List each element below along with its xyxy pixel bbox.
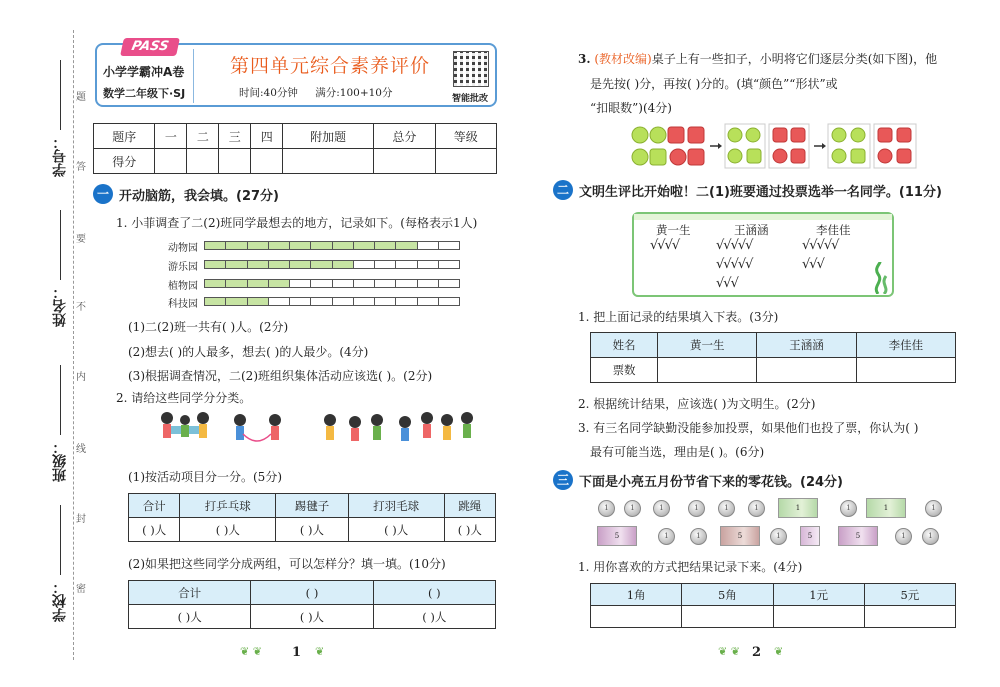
money-header: 5角 (682, 584, 773, 606)
bar-cell (438, 241, 460, 250)
bar-cell (204, 279, 226, 288)
q3-line1-text: 桌子上有一些扣子，小明将它们逐层分类(如下图)，他 (651, 52, 938, 66)
button-group-all (632, 127, 704, 165)
bar-label: 游乐园 (168, 262, 198, 273)
vote-marks: √√√√√ (716, 257, 753, 272)
bar-cell (268, 297, 290, 306)
vote-count-cell[interactable] (856, 358, 955, 383)
q3-tag: (教材改编) (594, 52, 652, 66)
shuttlecock-group-icon (324, 414, 383, 441)
money-answer-cell[interactable] (591, 606, 682, 628)
bar-label: 动物园 (168, 243, 198, 254)
s1-q1: 1. 小菲调查了二(2)班同学最想去的地方，记录如下。(每格表示1人) (116, 216, 478, 230)
score-header: 四 (251, 124, 283, 149)
bar-cell (204, 297, 226, 306)
group-answer-cell[interactable]: ( )人 (373, 605, 495, 629)
activity-answer-cell[interactable]: ( )人 (129, 518, 180, 542)
coin-icon: 1 (925, 500, 942, 517)
q3-line2: 是先按( )分，再按( )分的。(填“颜色”“形状”或 (590, 77, 838, 91)
group-header-blank[interactable]: ( ) (373, 581, 495, 605)
vote-row-label: 票数 (591, 358, 658, 383)
s1-q1-1: (1)二(2)班一共有( )人。(2分) (128, 320, 289, 334)
brand-line1: 小学学霸冲A卷 (103, 65, 185, 79)
bar-cell (353, 279, 375, 288)
banknote-icon: 1 (778, 498, 818, 518)
section3-number: 三 (553, 470, 573, 490)
bar-cell (395, 297, 417, 306)
button-group-level2 (725, 124, 809, 168)
binding-margin-line (73, 30, 74, 660)
activity-answer-cell[interactable]: ( )人 (276, 518, 348, 542)
score-cell[interactable] (219, 149, 251, 174)
bar-cell (332, 279, 354, 288)
bar-cell (310, 260, 332, 269)
coin-icon: 1 (690, 528, 707, 545)
bar-cell (268, 241, 290, 250)
bar-cell (204, 241, 226, 250)
banknote-icon: 1 (866, 498, 906, 518)
bar-cell (289, 260, 311, 269)
bar-cell (247, 241, 269, 250)
name-field[interactable] (60, 210, 61, 280)
vote-count-table (590, 332, 956, 383)
vote-marks: √√√ (716, 276, 738, 291)
money-header: 1角 (591, 584, 682, 606)
bar-cell (417, 297, 439, 306)
bar-cell (417, 241, 439, 250)
seaweed-icon (870, 262, 892, 294)
candidate-name: 李佳佳 (816, 223, 851, 237)
activity-answer-cell[interactable]: ( )人 (348, 518, 444, 542)
money-answer-cell[interactable] (864, 606, 955, 628)
cut-char: 要 (76, 234, 86, 245)
score-header: 附加题 (283, 124, 374, 149)
candidate-name: 黄一生 (656, 223, 691, 237)
bar-cell (289, 279, 311, 288)
bar-label: 科技园 (168, 299, 198, 310)
bar-cell (332, 241, 354, 250)
s1-q2-2: (2)如果把这些同学分成两组，可以怎样分？填一填。(10分) (128, 557, 446, 571)
s1-q1-2: (2)想去( )的人最多，想去( )的人最少。(4分) (128, 345, 369, 359)
vote-count-cell[interactable] (757, 358, 856, 383)
section1-title: 开动脑筋，我会填。(27分) (119, 188, 279, 204)
buttons-classification-diagram (628, 122, 918, 172)
bar-cell (310, 297, 332, 306)
s2-q3-a: 3. 有三名同学缺勤没能参加投票，如果他们也投了票，你认为( ) (578, 421, 919, 435)
score-row-label: 得分 (94, 149, 155, 174)
score-cell[interactable] (374, 149, 435, 174)
qr-code-icon[interactable] (453, 51, 489, 87)
cut-char: 封 (76, 514, 86, 525)
s1-q2-1: (1)按活动项目分一分。(5分) (128, 470, 282, 484)
cut-char: 题 (76, 92, 86, 103)
bar-cell (289, 241, 311, 250)
coin-icon: 1 (658, 528, 675, 545)
activity-table (128, 493, 496, 542)
bar-cell (247, 297, 269, 306)
children-activities-illustration (155, 408, 475, 448)
vote-marks: √√√ (802, 257, 824, 272)
bar-row-amusement (205, 260, 460, 269)
score-header: 等级 (435, 124, 496, 149)
group-answer-cell[interactable]: ( )人 (251, 605, 373, 629)
score-header: 三 (219, 124, 251, 149)
exam-full-score: 满分:100+10分 (315, 87, 393, 99)
cut-char: 内 (76, 372, 86, 383)
pass-logo: PASS (120, 38, 180, 56)
score-header: 题序 (94, 124, 155, 149)
name-label: 姓名： (52, 285, 68, 327)
score-cell[interactable] (435, 149, 496, 174)
banknote-icon: 5 (597, 526, 637, 546)
banknote-icon: 5 (720, 526, 760, 546)
activity-header: 打乒乓球 (180, 494, 276, 518)
score-header: 二 (187, 124, 219, 149)
page-number-2: 2 (752, 645, 762, 660)
section2-number: 二 (553, 180, 573, 200)
s2-q3-b: 最有可能当选，理由是( )。(6分) (590, 445, 765, 459)
q3-line1 (578, 50, 937, 67)
bar-cell (374, 241, 396, 250)
school-label: 学校： (52, 580, 68, 622)
sprout-icon: ❦ ❦ (718, 645, 740, 658)
section3-title: 下面是小亮五月份节省下来的零花钱。(24分) (579, 474, 843, 490)
school-field[interactable] (60, 505, 61, 575)
vote-marks: √√√√√ (716, 238, 753, 253)
bar-cell (374, 260, 396, 269)
bar-cell (268, 279, 290, 288)
coin-icon: 1 (653, 500, 670, 517)
header-divider (193, 49, 194, 103)
score-cell[interactable] (251, 149, 283, 174)
bar-cell (247, 260, 269, 269)
s2-q1: 1. 把上面记录的结果填入下表。(3分) (578, 310, 779, 324)
bar-cell (204, 260, 226, 269)
vote-header: 黄一生 (658, 333, 757, 358)
s1-q1-3: (3)根据调查情况，二(2)班组织集体活动应该选( )。(2分) (128, 369, 433, 383)
jump-rope-group-icon (234, 414, 281, 441)
section1-heading (93, 184, 279, 204)
class-label: 班级： (52, 440, 68, 482)
vote-header: 姓名 (591, 333, 658, 358)
money-header: 5元 (864, 584, 955, 606)
vote-header: 王涵涵 (757, 333, 856, 358)
activity-header: 踢毽子 (276, 494, 348, 518)
score-header: 总分 (374, 124, 435, 149)
activity-answer-cell[interactable]: ( )人 (444, 518, 495, 542)
sprout-icon: ❦ (774, 645, 784, 658)
money-header: 1元 (773, 584, 864, 606)
badminton-group-icon (399, 412, 473, 441)
class-field[interactable] (60, 365, 61, 435)
score-header: 一 (155, 124, 187, 149)
brand-line2: 数学二年级下·SJ (103, 87, 186, 100)
cut-char: 答 (76, 162, 86, 173)
coin-icon: 1 (598, 500, 615, 517)
coin-icon: 1 (770, 528, 787, 545)
bar-row-science (205, 297, 460, 306)
vote-marks: √√√√√ (802, 238, 839, 253)
bar-cell (395, 260, 417, 269)
bar-label: 植物园 (168, 281, 198, 292)
exam-header (95, 39, 497, 107)
banknote-icon: 5 (800, 526, 820, 546)
bar-cell (225, 297, 247, 306)
page-title: 第四单元综合素养评价 (230, 55, 431, 77)
money-answer-cell[interactable] (773, 606, 864, 628)
money-answer-cell[interactable] (682, 606, 773, 628)
bar-cell (225, 241, 247, 250)
score-cell[interactable] (187, 149, 219, 174)
s2-q2: 2. 根据统计结果，应该选( )为文明生。(2分) (578, 397, 816, 411)
qr-label: 智能批改 (452, 94, 489, 104)
section2-title: 文明生评比开始啦！二(1)班要通过投票选举一名同学。(11分) (579, 184, 942, 200)
bar-cell (310, 241, 332, 250)
activity-header: 合计 (129, 494, 180, 518)
vote-header: 李佳佳 (856, 333, 955, 358)
score-table (93, 123, 497, 174)
bar-cell (310, 279, 332, 288)
ping-pong-group-icon (161, 412, 209, 438)
bar-row-zoo (205, 241, 460, 250)
group-table (128, 580, 496, 629)
bar-cell (332, 297, 354, 306)
activity-answer-cell[interactable]: ( )人 (180, 518, 276, 542)
page-number-1: 1 (292, 645, 302, 660)
activity-header: 打羽毛球 (348, 494, 444, 518)
bar-cell (374, 279, 396, 288)
bar-cell (438, 279, 460, 288)
bar-cell (247, 279, 269, 288)
cut-char: 密 (76, 584, 86, 595)
bar-cell (225, 260, 247, 269)
section3-heading (553, 470, 843, 490)
bar-cell (417, 260, 439, 269)
group-header-blank[interactable]: ( ) (251, 581, 373, 605)
bar-cell (332, 260, 354, 269)
group-header: 合计 (129, 581, 251, 605)
activity-header: 跳绳 (444, 494, 495, 518)
coin-icon: 1 (922, 528, 939, 545)
bar-cell (225, 279, 247, 288)
bar-cell (353, 260, 375, 269)
bar-row-botanical (205, 279, 460, 288)
group-answer-cell[interactable]: ( )人 (129, 605, 251, 629)
exam-time: 时间:40分钟 (239, 87, 298, 99)
bar-cell (417, 279, 439, 288)
coin-icon: 1 (624, 500, 641, 517)
sprout-icon: ❦ (315, 645, 325, 658)
bar-cell (268, 260, 290, 269)
s3-q1: 1. 用你喜欢的方式把结果记录下来。(4分) (578, 560, 803, 574)
student-id-label: 学号： (52, 135, 68, 177)
vote-count-cell[interactable] (658, 358, 757, 383)
bar-cell (438, 260, 460, 269)
bar-cell (289, 297, 311, 306)
coin-icon: 1 (688, 500, 705, 517)
bar-cell (353, 241, 375, 250)
coin-icon: 1 (895, 528, 912, 545)
score-cell[interactable] (283, 149, 374, 174)
candidate-name: 王涵涵 (734, 223, 769, 237)
coin-icon: 1 (840, 500, 857, 517)
money-table (590, 583, 956, 628)
vote-board (632, 212, 894, 297)
section1-number: 一 (93, 184, 113, 204)
vote-marks: √√√√ (650, 238, 680, 253)
cut-char: 不 (76, 302, 86, 313)
exam-info (239, 85, 393, 100)
coin-icon: 1 (718, 500, 735, 517)
score-cell[interactable] (155, 149, 187, 174)
coin-icon: 1 (748, 500, 765, 517)
banknote-icon: 5 (838, 526, 878, 546)
bar-cell (395, 279, 417, 288)
button-group-level3 (828, 124, 916, 168)
sprout-icon: ❦ ❦ (240, 645, 262, 658)
bar-cell (374, 297, 396, 306)
q3-line3: “扣眼数”)(4分) (590, 101, 672, 115)
bar-cell (438, 297, 460, 306)
student-id-field[interactable] (60, 60, 61, 130)
cut-char: 线 (76, 444, 86, 455)
bar-cell (395, 241, 417, 250)
bar-cell (353, 297, 375, 306)
s1-q2: 2. 请给这些同学分分类。 (116, 391, 252, 405)
q3-number: 3. (578, 52, 591, 66)
section2-heading (553, 180, 942, 200)
